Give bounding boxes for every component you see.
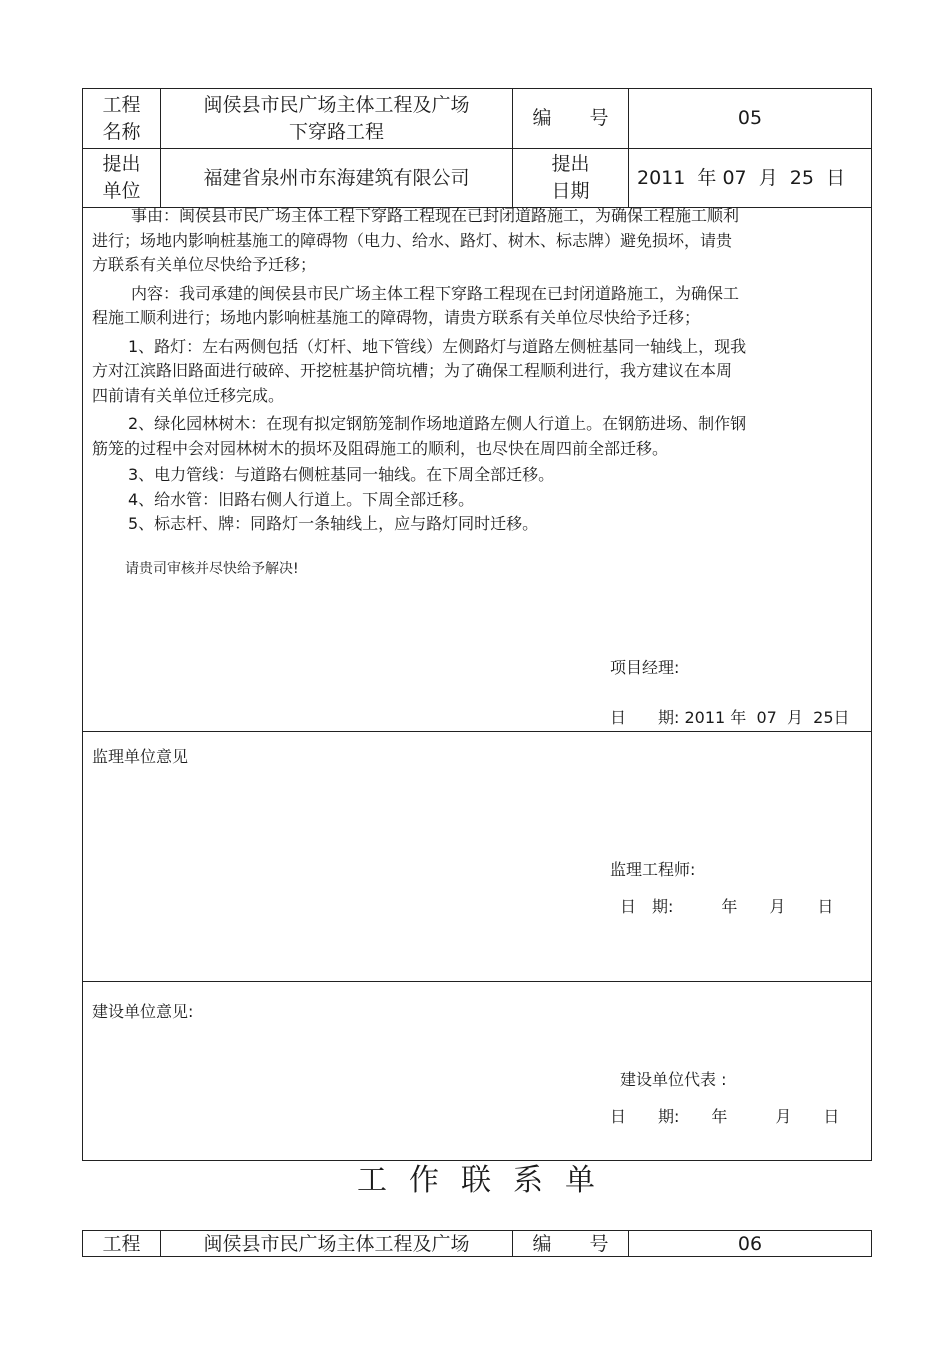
supervisor-engineer-label: 监理工程师: bbox=[610, 860, 696, 879]
owner-representative-label: 建设单位代表 : bbox=[620, 1070, 727, 1089]
project-name-label-line1: 工程 bbox=[102, 93, 141, 116]
table-border-left bbox=[82, 88, 83, 1160]
number-label: 编 号 bbox=[532, 1232, 609, 1255]
project-name-label bbox=[83, 89, 160, 148]
supervisor-date: 日 期: 年 月 日 bbox=[620, 897, 834, 916]
table-border-right bbox=[871, 1230, 872, 1256]
content-line: 3、电力管线：与道路右侧桩基同一轴线。在下周全部迁移。 bbox=[128, 465, 555, 484]
submit-date-label-line1: 提出 bbox=[551, 153, 590, 175]
request-note: 请贵司审核并尽快给予解决! bbox=[125, 561, 299, 577]
project-name-value: 闽侯县市民广场主体工程及广场 bbox=[203, 1232, 470, 1255]
project-manager-label: 项目经理: bbox=[610, 658, 680, 677]
content-line: 1、路灯：左右两侧包括（灯杆、地下管线）左侧路灯与道路左侧桩基同一轴线上，现我 bbox=[128, 336, 747, 356]
content-line: 4、给水管：旧路右侧人行道上。下周全部迁移。 bbox=[128, 489, 475, 509]
project-name-label-line2: 名称 bbox=[102, 120, 141, 143]
owner-date: 日 期: 年 月 日 bbox=[610, 1107, 840, 1126]
submitter-value: 福建省泉州市东海建筑有限公司 bbox=[203, 166, 470, 189]
submitter-label bbox=[83, 149, 160, 207]
number-label: 编 号 bbox=[532, 107, 609, 129]
project-name-label: 工程 bbox=[102, 1232, 141, 1255]
content-block bbox=[92, 204, 867, 537]
submitter-label-line2: 单位 bbox=[102, 180, 141, 202]
project-name-value bbox=[161, 89, 512, 148]
content-line: 方对江滨路旧路面进行破碎、开挖桩基护筒坑槽；为了确保工程顺利进行，我方建议在本周 bbox=[92, 361, 733, 380]
submit-date-label bbox=[513, 149, 628, 207]
owner-opinion-label: 建设单位意见: bbox=[92, 1002, 194, 1021]
content-line: 程施工顺利进行；场地内影响桩基施工的障碍物，请贵方联系有关单位尽快给予迁移； bbox=[92, 308, 701, 327]
submit-date-value: 2011 年 07 月 25 日 bbox=[637, 166, 846, 189]
form-title: 工作联系单 bbox=[357, 1163, 617, 1198]
content-line: 筋笼的过程中会对园林树木的损坏及阻碍施工的顺利，也尽快在周四前全部迁移。 bbox=[92, 438, 669, 458]
content-line: 事由：闽侯县市民广场主体工程下穿路工程现在已封闭道路施工，为确保工程施工顺利 bbox=[131, 206, 740, 225]
content-line: 内容：我司承建的闽侯县市民广场主体工程下穿路工程现在已封闭道路施工，为确保工 bbox=[131, 283, 740, 303]
number-value: 05 bbox=[737, 107, 763, 129]
row-divider bbox=[82, 731, 872, 732]
project-name-line2: 下穿路工程 bbox=[288, 120, 384, 143]
content-line: 进行；场地内影响桩基施工的障碍物（电力、给水、路灯、树木、标志牌）避免损坏，请贵 bbox=[92, 230, 733, 250]
table-border-right bbox=[871, 88, 872, 1160]
content-line: 方联系有关单位尽快给予迁移； bbox=[92, 255, 317, 274]
content-line: 5、标志杆、牌：同路灯一条轴线上，应与路灯同时迁移。 bbox=[128, 514, 539, 533]
row-divider bbox=[82, 981, 872, 982]
submitter-label-line1: 提出 bbox=[102, 153, 141, 175]
content-line: 2、绿化园林树木：在现有拟定钢筋笼制作场地道路左侧人行道上。在钢筋进场、制作钢 bbox=[128, 414, 747, 433]
number-value: 06 bbox=[737, 1232, 763, 1255]
project-manager-date: 日 期: 2011 年 07 月 25日 bbox=[610, 708, 850, 727]
submit-date-label-line2: 日期 bbox=[551, 180, 590, 202]
project-name-line1: 闽侯县市民广场主体工程及广场 bbox=[203, 93, 470, 116]
content-line: 四前请有关单位迁移完成。 bbox=[92, 385, 285, 405]
supervisor-opinion-label: 监理单位意见 bbox=[92, 747, 189, 766]
